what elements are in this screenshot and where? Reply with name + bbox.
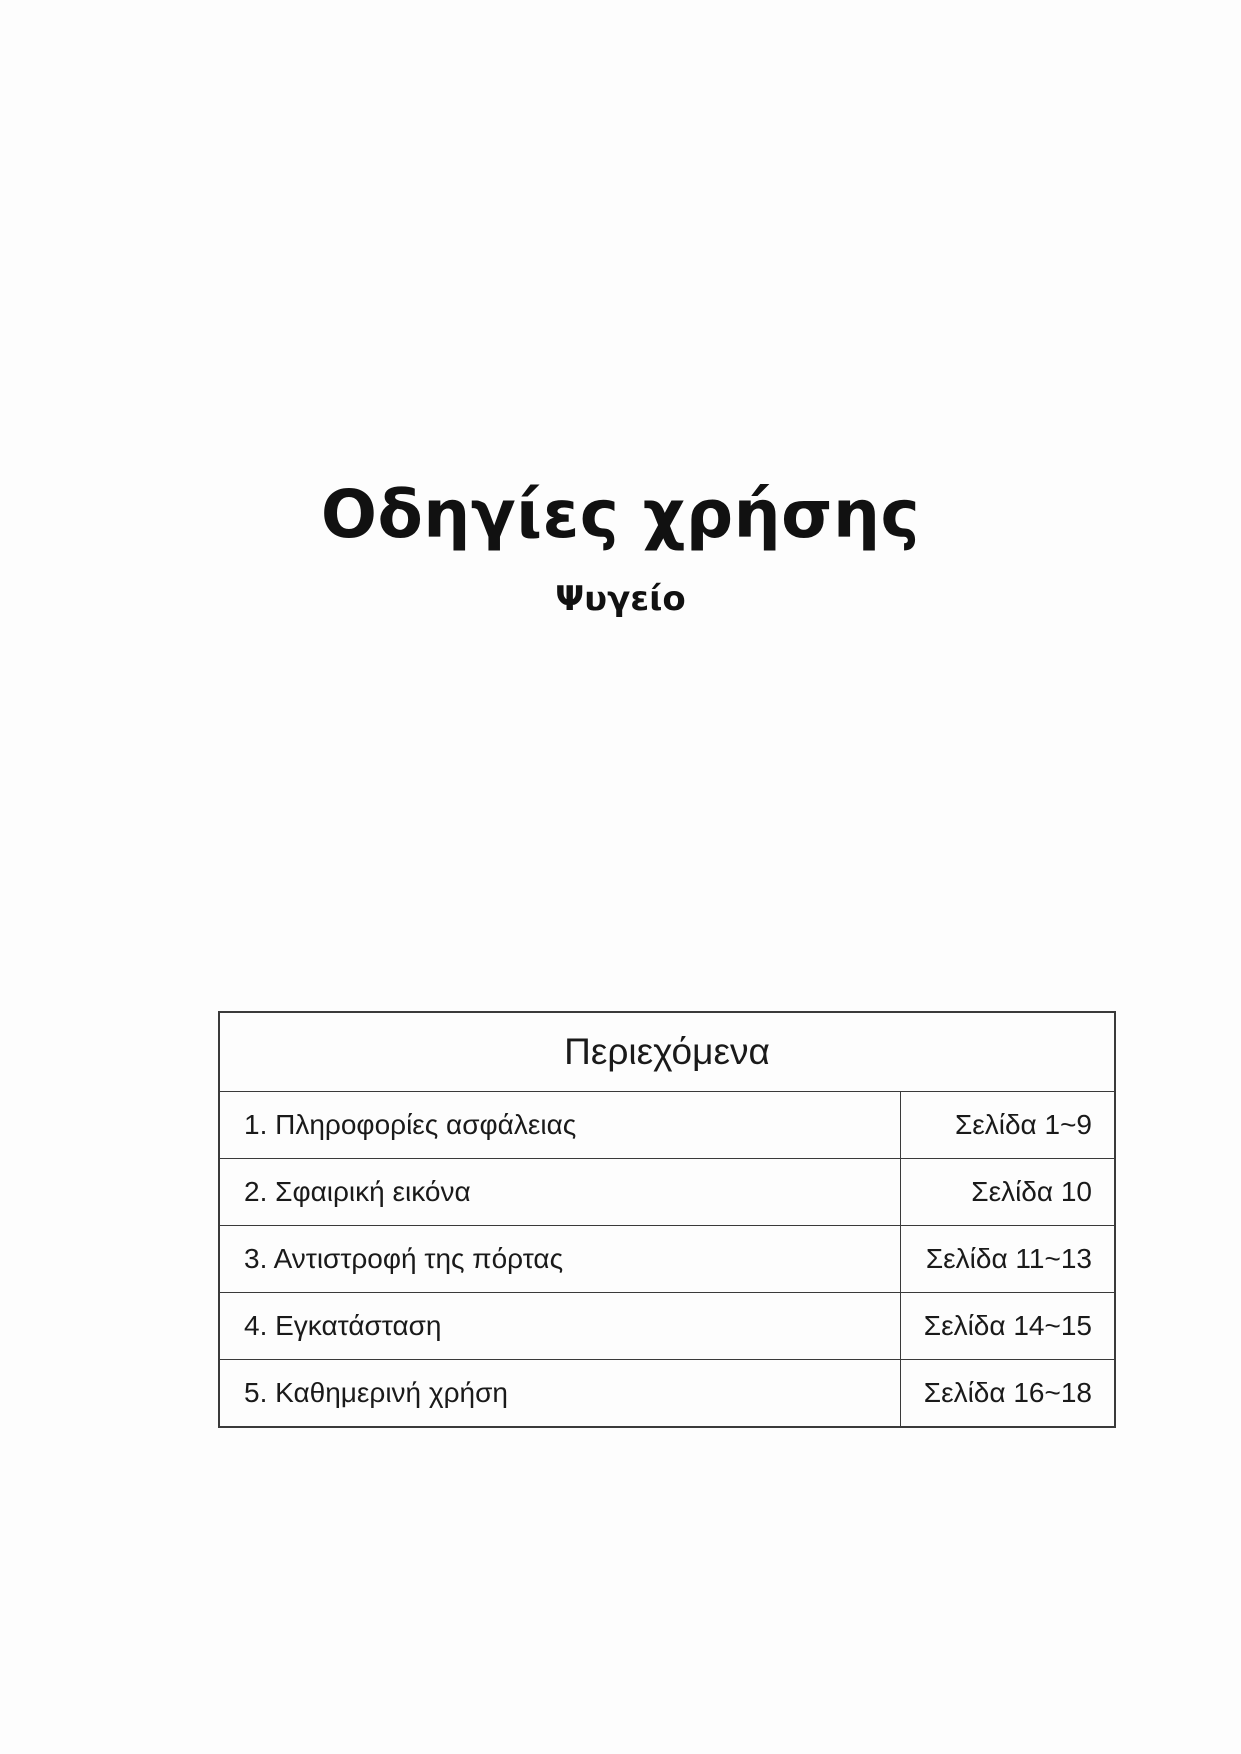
- toc-row: [219, 1293, 1115, 1360]
- toc-header-row: [219, 1012, 1115, 1092]
- toc-row-label: 5. Καθημερινή χρήση: [219, 1360, 901, 1428]
- document-title: Οδηγίες χρήσης: [320, 476, 921, 553]
- toc-row-pages: Σελίδα 1~9: [901, 1092, 1116, 1159]
- table-of-contents: [218, 1011, 1116, 1428]
- document-subtitle: Ψυγείο: [555, 579, 686, 619]
- toc-row-pages: Σελίδα 10: [901, 1159, 1116, 1226]
- toc-row-label: 1. Πληροφορίες ασφάλειας: [219, 1092, 901, 1159]
- toc-row: [219, 1360, 1115, 1428]
- toc-row-label: 4. Εγκατάσταση: [219, 1293, 901, 1360]
- toc-heading: Περιεχόμενα: [219, 1012, 1115, 1092]
- toc-row-label: 3. Αντιστροφή της πόρτας: [219, 1226, 901, 1293]
- toc-row-pages: Σελίδα 11~13: [901, 1226, 1116, 1293]
- toc-row: [219, 1092, 1115, 1159]
- toc-row-pages: Σελίδα 14~15: [901, 1293, 1116, 1360]
- toc-row-pages: Σελίδα 16~18: [901, 1360, 1116, 1428]
- toc-row: [219, 1226, 1115, 1293]
- toc-row-label: 2. Σφαιρική εικόνα: [219, 1159, 901, 1226]
- toc-row: [219, 1159, 1115, 1226]
